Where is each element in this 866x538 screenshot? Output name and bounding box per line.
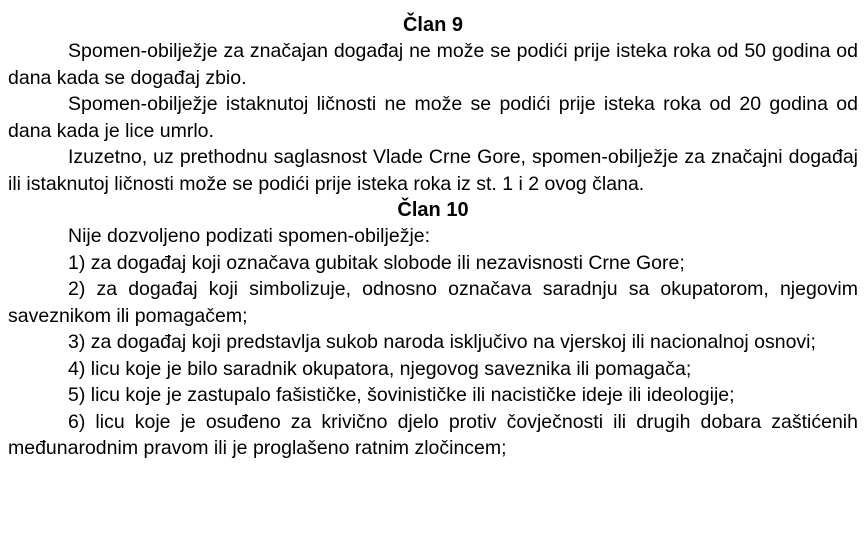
article-10-item-3: 3) za događaj koji predstavlja sukob naroda isključivo na vjerskoj ili nacionalnoj osnovi; xyxy=(68,331,816,353)
article-9-paragraph-2: Spomen-obilježje istaknutoj ličnosti ne može se podići prije isteka roka od 20 godina od dana kada je lice umrlo. xyxy=(8,93,858,142)
article-9-paragraph-1: Spomen-obilježje za značajan događaj ne može se podići prije isteka roka od 50 godina od dana kada se događaj zbio. xyxy=(8,40,858,89)
article-10-intro: Nije dozvoljeno podizati spomen-obilježje: xyxy=(68,225,431,247)
article-10-heading: Član 10 xyxy=(397,199,469,221)
article-10-item-6: 6) licu koje je osuđeno za krivično djelo protiv čovječnosti ili drugih dobara zaštićenih međunarodnim pravom ili je proglašeno ratnim zločincem; xyxy=(8,410,858,459)
article-9-paragraph-3: Izuzetno, uz prethodnu saglasnost Vlade Crne Gore, spomen-obilježje za značajni događaj ili istaknutoj ličnosti može se podići prije isteka roka iz st. 1 i 2 ovog člana. xyxy=(8,146,858,195)
article-10-item-2: 2) za događaj koji simbolizuje, odnosno označava saradnju sa okupatorom, njegovim saveznikom ili pomagačem; xyxy=(8,278,858,327)
article-10-item-4: 4) licu koje je bilo saradnik okupatora, njegovog saveznika ili pomagača; xyxy=(68,357,692,380)
article-10-item-5: 5) licu koje je zastupalo fašističke, šovinističke ili nacističke ideje ili ideologije; xyxy=(68,384,735,406)
article-9-heading: Član 9 xyxy=(402,14,464,36)
article-10-item-1: 1) za događaj koji označava gubitak slobode ili nezavisnosti Crne Gore; xyxy=(68,251,685,274)
